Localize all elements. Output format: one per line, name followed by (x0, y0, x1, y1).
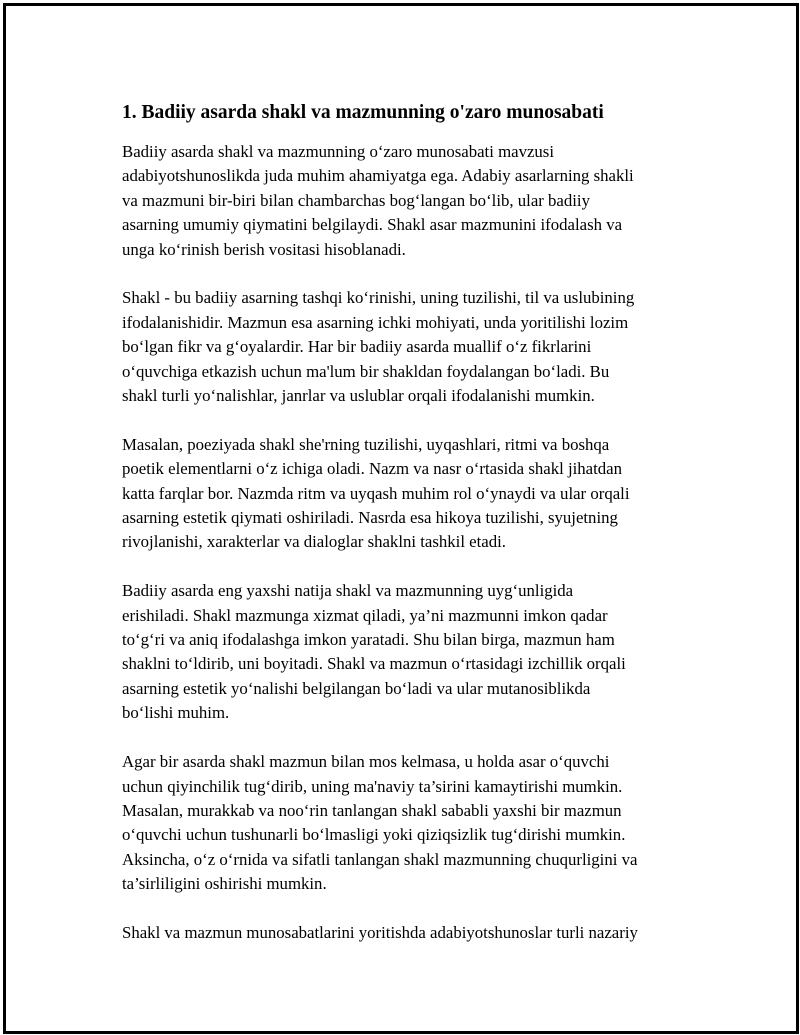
document-body (122, 100, 694, 970)
text-line: Badiiy asarda shakl va mazmunning o‘zaro munosabati mavzusi (122, 142, 554, 161)
paragraph (122, 286, 694, 408)
paragraph (122, 921, 694, 945)
text-line: bo‘lishi muhim. (122, 703, 230, 723)
text-line: Aksincha, o‘z o‘rnida va sifatli tanlangan shakl mazmunning chuqurligini va (122, 849, 638, 869)
text-line: Masalan, murakkab va noo‘rin tanlangan shakl sababli yaxshi bir mazmun (122, 800, 622, 820)
text-line: rivojlanishi, xarakterlar va dialoglar shaklni tashkil etadi. (122, 532, 506, 552)
text-line: va mazmuni bir-biri bilan chambarchas bog‘langan bo‘lib, ular badiiy (122, 190, 590, 210)
page-frame (3, 3, 799, 1034)
text-line: Agar bir asarda shakl mazmun bilan mos kelmasa, u holda asar o‘quvchi (122, 752, 610, 772)
paragraph (122, 140, 694, 262)
text-line: bo‘lgan fikr va g‘oyalardir. Har bir badiiy asarda muallif o‘z fikrlarini (122, 337, 592, 357)
text-line: shakl turli yo‘nalishlar, janrlar va uslublar orqali ifodalanishi mumkin. (122, 386, 595, 406)
text-line: katta farqlar bor. Nazmda ritm va uyqash muhim rol o‘ynaydi va ular orqali (122, 483, 630, 503)
text-line: shaklni to‘ldirib, uni boyitadi. Shakl va mazmun o‘rtasidagi izchillik orqali (122, 654, 626, 674)
text-line: asarning estetik qiymati oshiriladi. Nasrda esa hikoya tuzilishi, syujetning (122, 508, 618, 528)
text-line: erishiladi. Shakl mazmunga xizmat qiladi, ya’ni mazmunni imkon qadar (122, 605, 608, 625)
text-line: ta’sirliligini oshirishi mumkin. (122, 874, 327, 894)
text-line: unga ko‘rinish berish vositasi hisoblanadi. (122, 239, 406, 259)
paragraph (122, 433, 694, 555)
text-line: Shakl va mazmun munosabatlarini yoritishda adabiyotshunoslar turli nazariy (122, 922, 638, 942)
text-line: adabiyotshunoslikda juda muhim ahamiyatga ega. Adabiy asarlarning shakli (122, 166, 634, 186)
text-line: ifodalanishidir. Mazmun esa asarning ichki mohiyati, unda yoritilishi lozim (122, 312, 629, 332)
text-line: o‘quvchi uchun tushunarli bo‘lmasligi yoki qiziqsizlik tug‘dirishi mumkin. (122, 825, 626, 845)
text-line: Shakl - bu badiiy asarning tashqi ko‘rinishi, uning tuzilishi, til va uslubining (122, 288, 635, 308)
text-line: o‘quvchiga etkazish uchun ma'lum bir shakldan foydalangan bo‘ladi. Bu (122, 361, 610, 381)
paragraph (122, 750, 694, 896)
text-line: to‘g‘ri va aniq ifodalashga imkon yaratadi. Shu bilan birga, mazmun ham (122, 630, 615, 650)
text-line: Masalan, poeziyada shakl she'rning tuzilishi, uyqashlari, ritmi va boshqa (122, 434, 610, 454)
text-line: asarning umumiy qiymatini belgilaydi. Shakl asar mazmunini ifodalash va (122, 215, 623, 235)
text-line: poetik elementlarni o‘z ichiga oladi. Nazm va nasr o‘rtasida shakl jihatdan (122, 459, 622, 479)
text-line: uchun qiyinchilik tug‘dirib, uning ma'naviy ta’sirini kamaytirishi mumkin. (122, 776, 623, 796)
text-line: Badiiy asarda eng yaxshi natija shakl va mazmunning uyg‘unligida (122, 581, 574, 601)
paragraph (122, 579, 694, 725)
section-heading: 1. Badiiy asarda shakl va mazmunning o'zaro munosabati (122, 102, 604, 123)
text-line: asarning estetik yo‘nalishi belgilangan bo‘ladi va ular mutanosiblikda (122, 678, 591, 698)
